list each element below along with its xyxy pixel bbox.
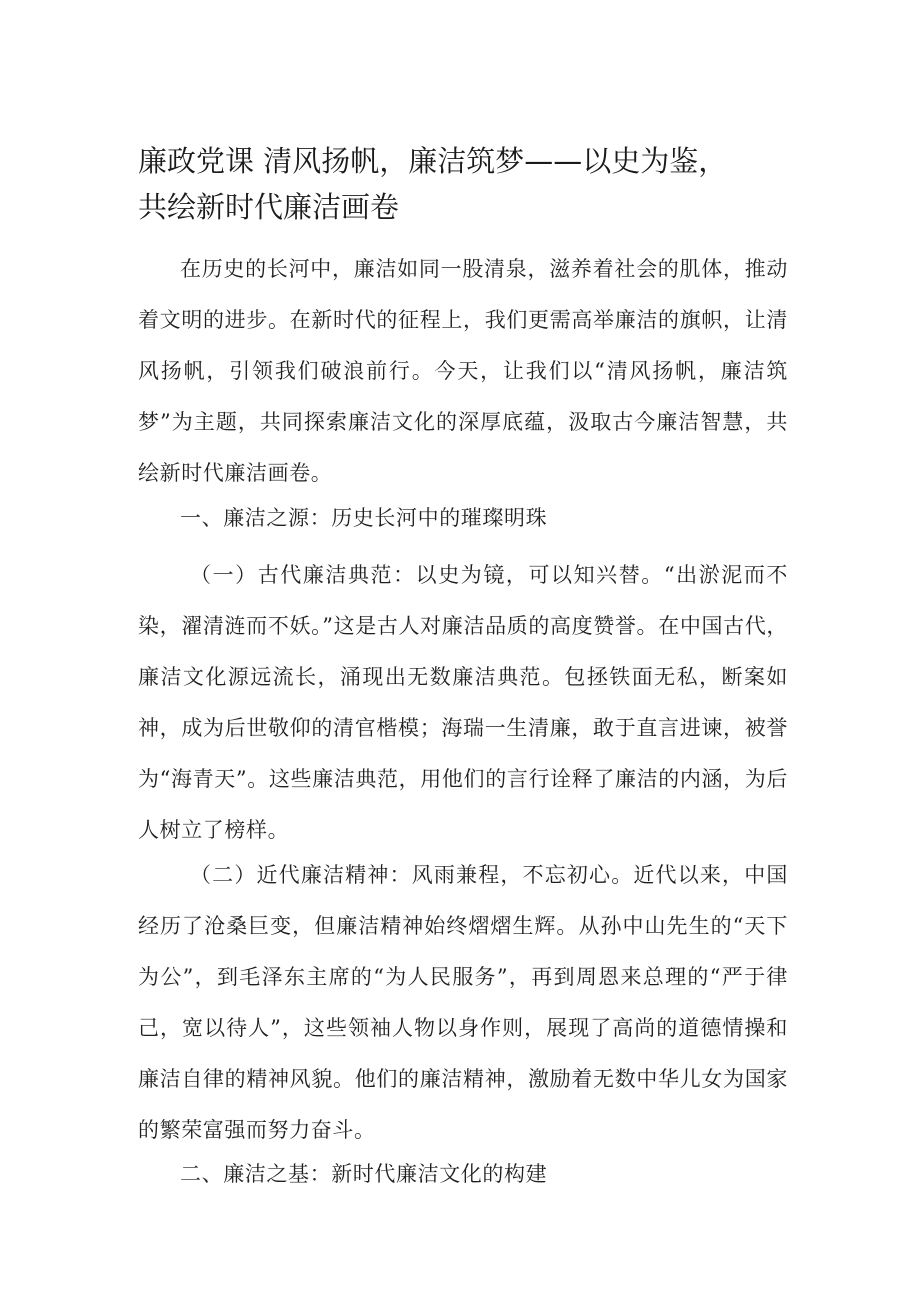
- document-title: [138, 138, 838, 230]
- intro-paragraph: 在历史的长河中，廉洁如同一股清泉，滋养着社会的肌体，推动着文明的进步。在新时代的征程上，我们更需高举廉洁的旗帜，让清风扬帆，引领我们破浪前行。今天，让我们以“清风扬帆，廉洁筑梦”为主题，共同探索廉洁文化的深厚底蕴，汲取古今廉洁智慧，共绘新时代廉洁画卷。: [138, 257, 788, 485]
- section-1-subsection-1: （一）古代廉洁典范：以史为镜，可以知兴替。“出淤泥而不染，濯清涟而不妖。”这是古人对廉洁品质的高度赞誉。在中国古代，廉洁文化源远流长，涌现出无数廉洁典范。包拯铁面无私，断案如神，成为后世敬仰的清官楷模；海瑞一生清廉，敢于直言进谏，被誉为“海青天”。这些廉洁典范，用他们的言行诠释了廉洁的内涵，为后人树立了榜样。: [138, 563, 788, 842]
- title-line-2: 共绘新时代廉洁画卷: [138, 190, 400, 224]
- title-line-1: 廉政党课 清风扬帆，廉洁筑梦——以史为鉴，: [138, 144, 728, 178]
- section-1-subsection-2: （二）近代廉洁精神：风雨兼程，不忘初心。近代以来，中国经历了沧桑巨变，但廉洁精神始终熠熠生辉。从孙中山先生的“天下为公”，到毛泽东主席的“为人民服务”，再到周恩来总理的“严于律己，宽以待人”，这些领袖人物以身作则，展现了高尚的道德情操和廉洁自律的精神风貌。他们的廉洁精神，激励着无数中华儿女为国家的繁荣富强而努力奋斗。: [138, 863, 788, 1142]
- section-1-heading: 一、廉洁之源：历史长河中的璀璨明珠: [180, 506, 548, 530]
- section-2-heading: 二、廉洁之基：新时代廉洁文化的构建: [180, 1162, 548, 1186]
